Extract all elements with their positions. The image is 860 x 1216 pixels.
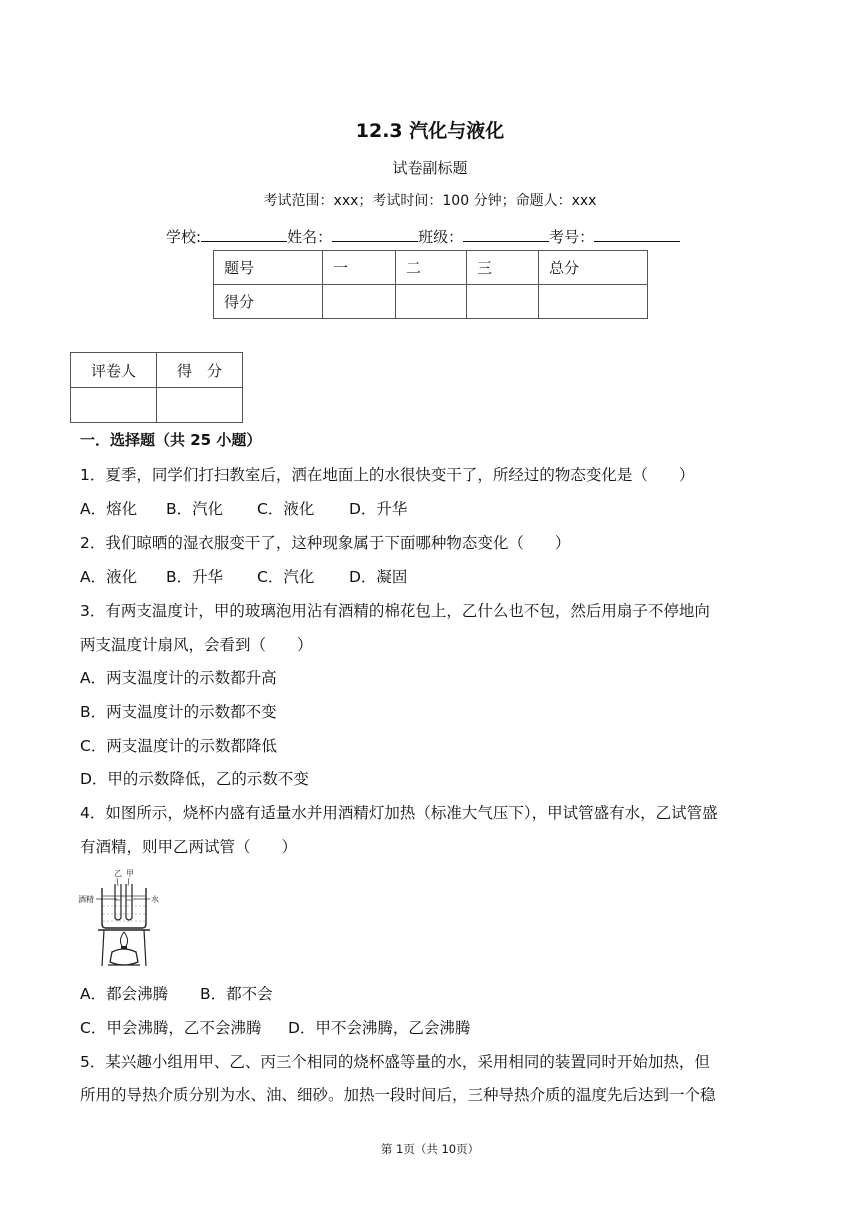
question-2-stem: 2．我们晾晒的湿衣服变干了，这种现象属于下面哪种物态变化（ ） xyxy=(80,534,571,552)
question-5-stem-line2: 所用的导热介质分别为水、油、细砂。加热一段时间后，三种导热介质的温度先后达到一个稳 xyxy=(80,1086,716,1104)
question-5-stem-line1: 5．某兴趣小组用甲、乙、丙三个相同的烧杯盛等量的水，采用相同的装置同时开始加热，但 xyxy=(80,1053,710,1071)
option: B．汽化 xyxy=(166,500,224,518)
question-3-option-c: C．两支温度计的示数都降低 xyxy=(80,737,277,755)
grader-cell xyxy=(71,388,157,423)
option: C．汽化 xyxy=(257,568,315,586)
name-label: 姓名： xyxy=(287,228,333,246)
option: D．凝固 xyxy=(349,568,408,586)
option: C．甲会沸腾，乙不会沸腾 xyxy=(80,1019,262,1037)
score-table-score-row xyxy=(214,285,648,319)
question-3-option-b: B．两支温度计的示数都不变 xyxy=(80,703,277,721)
option: A．熔化 xyxy=(80,500,138,518)
score-cell xyxy=(323,285,396,319)
score-row-label: 得分 xyxy=(214,285,323,319)
score-header-cell: 二 xyxy=(396,251,467,285)
label-yi: 乙 xyxy=(114,869,122,878)
question-2-options xyxy=(80,565,407,587)
score-cell xyxy=(539,285,648,319)
score-cell xyxy=(467,285,539,319)
class-blank xyxy=(463,227,549,242)
grader-header-cell: 得 分 xyxy=(157,353,243,388)
score-cell xyxy=(396,285,467,319)
school-blank xyxy=(201,227,287,242)
question-3-stem-line1: 3．有两支温度计，甲的玻璃泡用沾有酒精的棉花包上，乙什么也不包，然后用扇子不停地向 xyxy=(80,602,710,620)
name-blank xyxy=(332,227,418,242)
option: B．都不会 xyxy=(200,985,273,1003)
question-4-stem-line1: 4．如图所示，烧杯内盛有适量水并用酒精灯加热（标准大气压下），甲试管盛有水，乙试管盛 xyxy=(80,804,718,822)
section-title: 一．选择题（共 25 小题） xyxy=(80,431,262,449)
option: D．升华 xyxy=(349,500,408,518)
question-1-stem: 1．夏季，同学们打扫教室后，洒在地面上的水很快变干了，所经过的物态变化是（ ） xyxy=(80,466,695,484)
school-label: 学校: xyxy=(166,228,202,246)
score-table xyxy=(213,250,648,319)
score-header-cell: 三 xyxy=(467,251,539,285)
option: C．液化 xyxy=(257,500,315,518)
student-info-line xyxy=(166,226,680,247)
option: A．液化 xyxy=(80,568,138,586)
score-table-header-row xyxy=(214,251,648,285)
page-footer: 第 1页（共 10页） xyxy=(380,1142,480,1156)
beaker-illustration xyxy=(78,866,162,970)
option: A．都会沸腾 xyxy=(80,985,169,1003)
question-4-options-row2 xyxy=(80,1016,470,1038)
label-jia: 甲 xyxy=(126,869,134,878)
grader-header-cell: 评卷人 xyxy=(71,353,157,388)
question-4-options-row1 xyxy=(80,982,273,1004)
question-4-stem-line2: 有酒精，则甲乙两试管（ ） xyxy=(80,838,298,856)
option: D．甲不会沸腾，乙会沸腾 xyxy=(288,1019,471,1037)
label-alcohol: 酒精 xyxy=(78,895,94,904)
question-3-option-d: D．甲的示数降低，乙的示数不变 xyxy=(80,770,309,788)
exam-number-label: 考号： xyxy=(549,228,595,246)
question-1-options xyxy=(80,497,407,519)
label-water: 水 xyxy=(151,895,159,904)
exam-number-blank xyxy=(594,227,680,242)
grader-cell xyxy=(157,388,243,423)
question-3-option-a: A．两支温度计的示数都升高 xyxy=(80,669,277,687)
score-header-cell: 题号 xyxy=(214,251,323,285)
exam-meta: 考试范围：xxx；考试时间：100 分钟；命题人：xxx xyxy=(263,193,597,209)
option: B．升华 xyxy=(166,568,224,586)
page-title: 12.3 汽化与液化 xyxy=(355,120,505,142)
page-subtitle: 试卷副标题 xyxy=(392,159,468,177)
score-header-cell: 总分 xyxy=(539,251,648,285)
question-4-figure xyxy=(78,866,162,970)
class-label: 班级： xyxy=(418,228,464,246)
question-3-stem-line2: 两支温度计扇风，会看到（ ） xyxy=(80,636,313,654)
grader-table xyxy=(70,352,243,423)
score-header-cell: 一 xyxy=(323,251,396,285)
